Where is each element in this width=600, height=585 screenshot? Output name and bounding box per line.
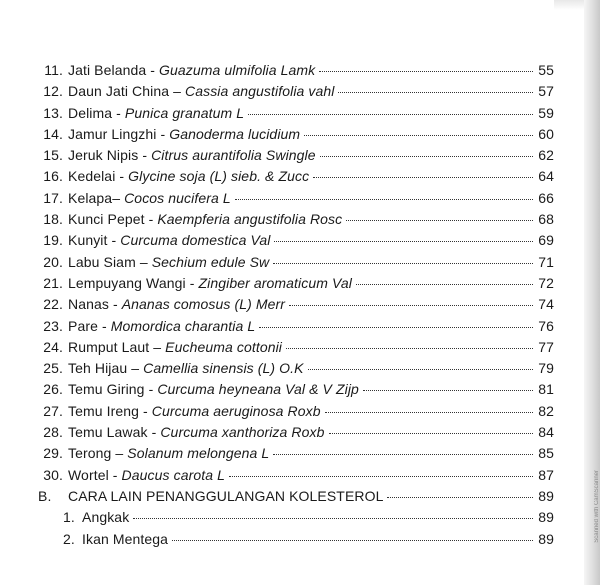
entry-title <box>68 60 315 81</box>
dot-leader <box>274 240 533 242</box>
entry-number: 25. <box>43 360 63 377</box>
section-title: CARA LAIN PENANGGULANGAN KOLESTEROL <box>68 487 384 504</box>
common-name: Nanas <box>68 296 109 313</box>
entry-number: 17. <box>43 189 63 206</box>
page-number: 57 <box>538 83 554 100</box>
toc-entries <box>34 60 554 486</box>
entry-title <box>68 273 352 294</box>
section-letter: B. <box>38 487 52 504</box>
sub-entry-number: 1. <box>63 509 75 526</box>
scientific-name: Glycine soja (L) sieb. & Zucc <box>128 168 310 185</box>
page-number: 84 <box>538 424 554 441</box>
dot-leader <box>229 475 533 477</box>
page-number: 55 <box>538 62 554 78</box>
toc-entry <box>34 60 554 81</box>
toc-entry <box>34 294 554 315</box>
common-name: Rumput Laut <box>68 338 150 355</box>
common-name: Wortel <box>68 466 109 483</box>
page-number: 76 <box>538 317 554 334</box>
toc-section-b <box>34 486 554 507</box>
scientific-name: Curcuma domestica Val <box>120 232 271 249</box>
separator: - <box>138 147 152 164</box>
common-name: Jati Belanda <box>68 62 147 78</box>
toc-entry <box>34 230 554 251</box>
entry-number: 24. <box>43 338 63 355</box>
page-number: 87 <box>538 466 554 483</box>
separator: - <box>144 211 158 228</box>
separator: - <box>156 125 170 142</box>
scientific-name: Cassia angustifolia vahl <box>185 83 335 100</box>
entry-title <box>68 145 316 166</box>
page-number: 72 <box>538 274 554 291</box>
separator: – <box>112 189 125 206</box>
toc-entry <box>34 422 554 443</box>
separator: - <box>147 424 161 441</box>
separator: - <box>146 62 160 78</box>
entry-number: 28. <box>43 424 63 441</box>
entry-title <box>68 294 285 315</box>
page-number: 59 <box>538 104 554 121</box>
page-number: 64 <box>538 168 554 185</box>
page-number: 62 <box>538 147 554 164</box>
entry-number: 16. <box>43 168 63 185</box>
toc-entry <box>34 103 554 124</box>
page-number: 81 <box>538 381 554 398</box>
page-number: 71 <box>538 253 554 270</box>
entry-number: 18. <box>43 211 63 228</box>
scientific-name: Curcuma heyneana Val & V Zijp <box>157 381 359 398</box>
separator: – <box>111 445 128 462</box>
separator: - <box>185 274 199 291</box>
dot-leader <box>172 539 533 541</box>
dot-leader <box>273 453 533 455</box>
separator: - <box>108 466 122 483</box>
entry-title <box>68 103 244 124</box>
entry-title <box>68 422 325 443</box>
entry-title <box>68 443 269 464</box>
entry-number: 22. <box>43 296 63 313</box>
page-number: 69 <box>538 232 554 249</box>
common-name: Delima <box>68 104 113 121</box>
dot-leader <box>319 70 533 72</box>
dot-leader <box>313 176 533 178</box>
common-name: Temu Lawak <box>68 424 148 441</box>
scientific-name: Curcuma xanthoriza Roxb <box>160 424 325 441</box>
dot-leader <box>387 496 533 498</box>
toc-sub-entries <box>34 507 554 550</box>
common-name: Pare <box>68 317 98 334</box>
section-page-number: 89 <box>538 487 554 504</box>
common-name: Kunyit <box>68 232 108 249</box>
common-name: Teh Hijau <box>68 360 128 377</box>
scientific-name: Eucheuma cottonii <box>165 338 283 355</box>
separator: – <box>135 253 152 270</box>
common-name: Lempuyang Wangi <box>68 274 186 291</box>
entry-title <box>68 230 270 251</box>
dot-leader <box>273 262 533 264</box>
page-number: 74 <box>538 296 554 313</box>
sub-entry-page-number: 89 <box>538 530 554 547</box>
entry-title <box>68 188 231 209</box>
common-name: Temu Ireng <box>68 402 140 419</box>
entry-number: 26. <box>43 381 63 398</box>
dot-leader <box>363 389 533 391</box>
scientific-name: Sechium edule Sw <box>151 253 270 270</box>
entry-number: 15. <box>43 147 63 164</box>
separator: – <box>127 360 144 377</box>
common-name: Jeruk Nipis <box>68 147 139 164</box>
entry-title <box>68 166 309 187</box>
entry-title <box>68 358 304 379</box>
toc-entry <box>34 252 554 273</box>
toc-entry <box>34 124 554 145</box>
dot-leader <box>289 304 533 306</box>
entry-number: 21. <box>43 274 63 291</box>
entry-title <box>68 316 255 337</box>
separator: – <box>169 83 185 100</box>
entry-title <box>68 465 225 486</box>
scientific-name: Curcuma aeruginosa Roxb <box>151 402 321 419</box>
page-number: 82 <box>538 402 554 419</box>
entry-number: 20. <box>43 253 63 270</box>
entry-number: 11. <box>44 62 63 78</box>
scanner-watermark: Scanned with CamScanner <box>594 470 600 543</box>
scientific-name: Guazuma ulmifolia Lamk <box>159 62 316 78</box>
sub-entry-title: Ikan Mentega <box>82 530 169 547</box>
toc-entry <box>34 81 554 102</box>
scientific-name: Ananas comosus (L) Merr <box>121 296 286 313</box>
separator: – <box>149 338 166 355</box>
sub-entry-title: Angkak <box>82 509 130 526</box>
common-name: Kunci Pepet <box>68 211 145 228</box>
entry-title <box>68 401 321 422</box>
toc-sub-entry <box>34 529 554 550</box>
common-name: Terong <box>68 445 112 462</box>
toc-entry <box>34 379 554 400</box>
common-name: Kedelai <box>68 168 116 185</box>
page-number: 85 <box>538 445 554 462</box>
entry-number: 13. <box>43 104 63 121</box>
dot-leader <box>286 347 533 349</box>
scientific-name: Solanum melongena L <box>127 445 270 462</box>
toc-entry <box>34 145 554 166</box>
toc-entry <box>34 337 554 358</box>
toc-entry <box>34 401 554 422</box>
entry-title <box>68 209 342 230</box>
dot-leader <box>133 517 533 519</box>
separator: - <box>139 402 152 419</box>
common-name: Labu Siam <box>68 253 136 270</box>
scientific-name: Daucus carota L <box>121 466 225 483</box>
sub-entry-page-number: 89 <box>538 509 554 526</box>
dot-leader <box>248 113 533 115</box>
entry-number: 30. <box>43 466 63 483</box>
dot-leader <box>259 326 533 328</box>
separator: - <box>115 168 129 185</box>
page-number: 60 <box>538 125 554 142</box>
scientific-name: Punica granatum L <box>124 104 245 121</box>
toc-entry <box>34 209 554 230</box>
entry-number: 19. <box>43 232 63 249</box>
toc-sub-entry <box>34 507 554 528</box>
dot-leader <box>356 283 533 285</box>
scientific-name: Zingiber aromaticum Val <box>198 274 352 291</box>
toc-entry <box>34 465 554 486</box>
scientific-name: Momordica charantia L <box>110 317 256 334</box>
entry-number: 29. <box>43 445 63 462</box>
toc-entry <box>34 273 554 294</box>
entry-number: 14. <box>43 125 63 142</box>
entry-number: 23. <box>43 317 63 334</box>
separator: - <box>108 296 122 313</box>
dot-leader <box>320 155 533 157</box>
entry-number: 12. <box>43 83 63 100</box>
separator: - <box>112 104 125 121</box>
scientific-name: Kaempferia angustifolia Rosc <box>157 211 343 228</box>
entry-title <box>68 379 359 400</box>
page-number: 79 <box>538 360 554 377</box>
dot-leader <box>346 219 533 221</box>
toc-entry <box>34 358 554 379</box>
entry-title <box>68 252 269 273</box>
dot-leader <box>304 134 533 136</box>
common-name: Temu Giring <box>68 381 145 398</box>
sub-entry-number: 2. <box>63 530 75 547</box>
entry-title <box>68 124 300 145</box>
entry-number: 27. <box>43 402 63 419</box>
separator: - <box>144 381 158 398</box>
toc-entry <box>34 188 554 209</box>
separator: - <box>107 232 121 249</box>
scientific-name: Cocos nucifera L <box>124 189 231 206</box>
entry-title <box>68 337 282 358</box>
table-of-contents <box>34 60 554 550</box>
dot-leader <box>308 368 533 370</box>
scientific-name: Camellia sinensis (L) O.K <box>143 360 304 377</box>
entry-title <box>68 81 334 102</box>
page-number: 66 <box>538 189 554 206</box>
common-name: Jamur Lingzhi <box>68 125 157 142</box>
dot-leader <box>338 91 533 93</box>
page-corner-shadow <box>554 0 584 10</box>
common-name: Daun Jati China <box>68 83 170 100</box>
page-number: 77 <box>538 338 554 355</box>
dot-leader <box>325 411 533 413</box>
toc-entry <box>34 316 554 337</box>
separator: - <box>97 317 111 334</box>
dot-leader <box>235 198 533 200</box>
toc-entry <box>34 443 554 464</box>
page-number: 68 <box>538 211 554 228</box>
scientific-name: Ganoderma lucidium <box>169 125 301 142</box>
scientific-name: Citrus aurantifolia Swingle <box>151 147 316 164</box>
common-name: Kelapa <box>68 189 113 206</box>
dot-leader <box>329 432 534 434</box>
toc-entry <box>34 166 554 187</box>
